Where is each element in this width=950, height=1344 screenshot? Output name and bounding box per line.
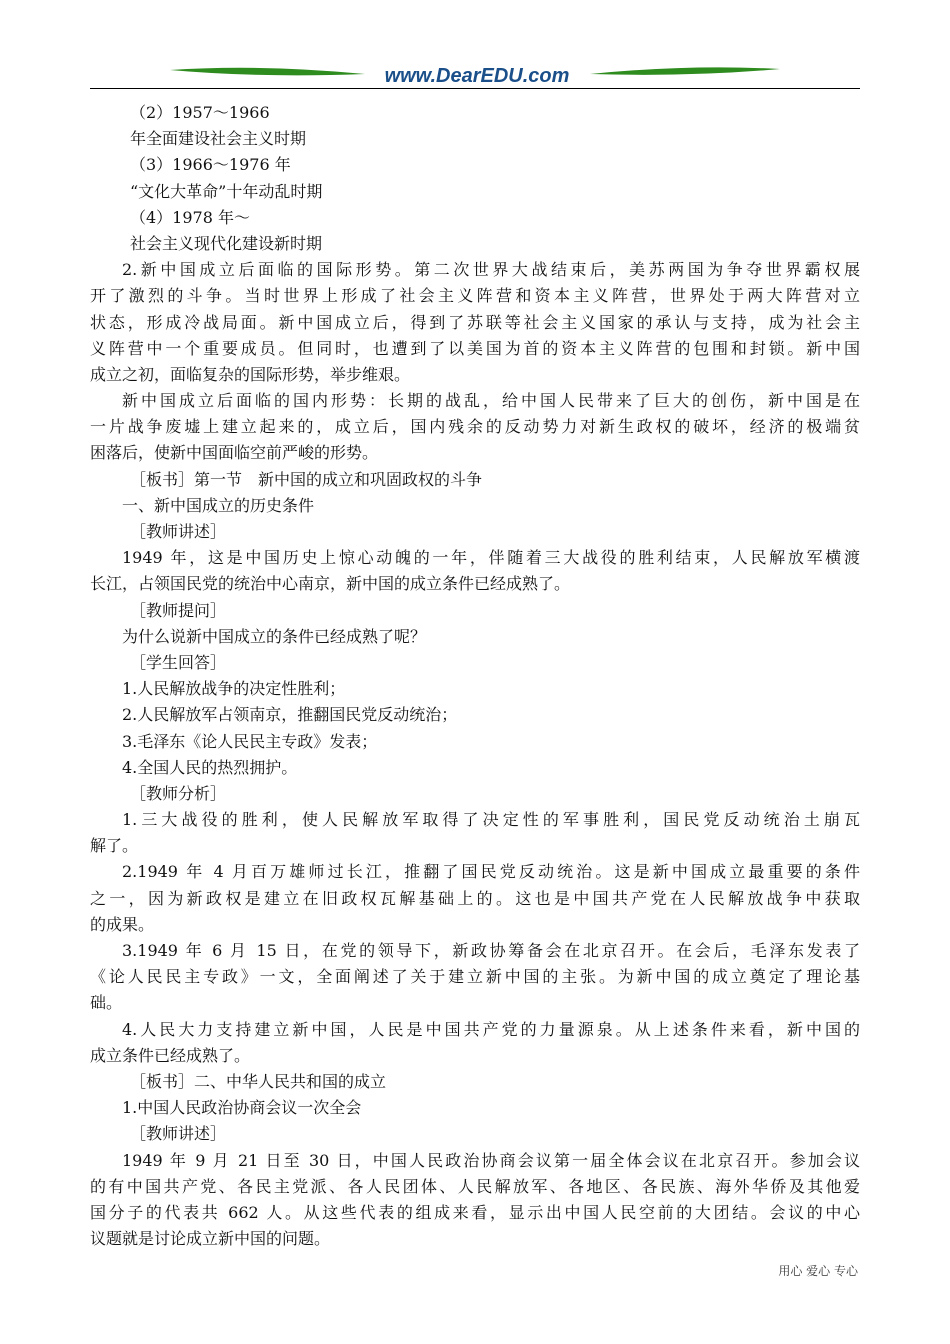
site-header [90,56,860,92]
list-item: 2.人民解放军占领南京，推翻国民党反动统治； [122,705,458,725]
teacher-label: ［教师讲述］ [130,522,227,541]
text-line: （3）1966～1976 年 [130,155,291,175]
text-line: 开了激烈的斗争。当时世界上形成了社会主义阵营和资本主义阵营，世界处于两大阵营对立 [90,286,860,306]
text-line: 1949 年，这是中国历史上惊心动魄的一年，伴随着三大战役的胜利结束，人民解放军横渡 [122,548,860,568]
teacher-label: ［教师讲述］ [130,1124,227,1144]
logo-text: www.DearEDU.com [384,65,570,87]
text-line: 的有中国共产党、各民主党派、各人民团体、人民解放军、各地区、各民族、海外华侨及其他爱 [90,1176,860,1196]
board-heading: ［板书］二、中华人民共和国的成立 [130,1071,387,1091]
text-line: 年全面建设社会主义时期 [130,129,307,149]
text-line: 成立条件已经成熟了。 [90,1045,251,1065]
text-line: 困落后，使新中国面临空前严峻的形势。 [90,443,379,463]
text-line: 议题就是讨论成立新中国的问题。 [90,1229,331,1249]
list-item: 3.毛泽东《论人民民主专政》发表； [122,731,378,751]
list-item: 4.全国人民的热烈拥护。 [122,757,298,777]
text-line: 国分子的代表共 662 人。从这些代表的组成来看，显示出中国人民空前的大团结。会议的中心 [90,1202,860,1222]
text-line: 新中国成立后面临的国内形势：长期的战乱，给中国人民带来了巨大的创伤，新中国是在 [122,391,860,411]
text-line: 一片战争废墟上建立起来的，成立后，国内残余的反动势力对新生政权的破坏，经济的极端贫 [90,417,860,437]
header-rule [90,88,860,89]
section-heading: 一、新中国成立的历史条件 [122,495,315,515]
text-line: 为什么说新中国成立的条件已经成熟了呢？ [122,626,427,646]
document-body [90,100,860,1252]
text-line: 的成果。 [90,914,155,934]
teacher-label: ［教师分析］ [130,783,227,803]
text-line: 4.人民大力支持建立新中国，人民是中国共产党的力量源泉。从上述条件来看，新中国的 [122,1019,860,1039]
text-line: “文化大革命”十年动乱时期 [130,181,323,201]
section-heading: 1.中国人民政治协商会议一次全会 [122,1098,362,1118]
text-line: 状态，形成冷战局面。新中国成立后，得到了苏联等社会主义国家的承认与支持，成为社会主 [90,312,860,332]
text-line: 解了。 [90,836,139,856]
text-line: 义阵营中一个重要成员。但同时，也遭到了以美国为首的资本主义阵营的包围和封锁。新中国 [90,338,860,358]
text-line: 长江，占领国民党的统治中心南京，新中国的成立条件已经成熟了。 [90,574,571,594]
dearedu-logo [90,56,860,92]
board-heading: ［板书］第一节 新中国的成立和巩固政权的斗争 [130,469,483,489]
student-label: ［学生回答］ [130,652,227,672]
text-line: 1.三大战役的胜利，使人民解放军取得了决定性的军事胜利，国民党反动统治土崩瓦 [122,810,860,830]
list-item: 1.人民解放战争的决定性胜利； [122,679,346,699]
page-footer: 用心 爱心 专心 [778,1264,858,1278]
text-line: 社会主义现代化建设新时期 [130,233,323,253]
text-line: 之一，因为新政权是建立在旧政权瓦解基础上的。这也是中国共产党在人民解放战争中获取 [90,888,860,908]
text-line: 础。 [90,993,123,1013]
text-line: 《论人民民主专政》一文，全面阐述了关于建立新中国的主张。为新中国的成立奠定了理论基 [90,967,860,987]
text-line: （2）1957～1966 [130,103,270,122]
text-line: 2.1949 年 4 月百万雄师过长江，推翻了国民党反动统治。这是新中国成立最重要的条件 [122,862,860,882]
text-line: 3.1949 年 6 月 15 日，在党的领导下，新政协筹备会在北京召开。在会后，毛泽东发表了 [122,941,860,960]
text-line: （4）1978 年～ [130,207,250,227]
text-line: 成立之初，面临复杂的国际形势，举步维艰。 [90,364,411,384]
text-line: 2.新中国成立后面临的国际形势。第二次世界大战结束后，美苏两国为争夺世界霸权展 [122,260,860,280]
text-line: 1949 年 9 月 21 日至 30 日，中国人民政治协商会议第一届全体会议在北京召开。参加会议 [122,1150,860,1170]
teacher-label: ［教师提问］ [130,600,227,620]
